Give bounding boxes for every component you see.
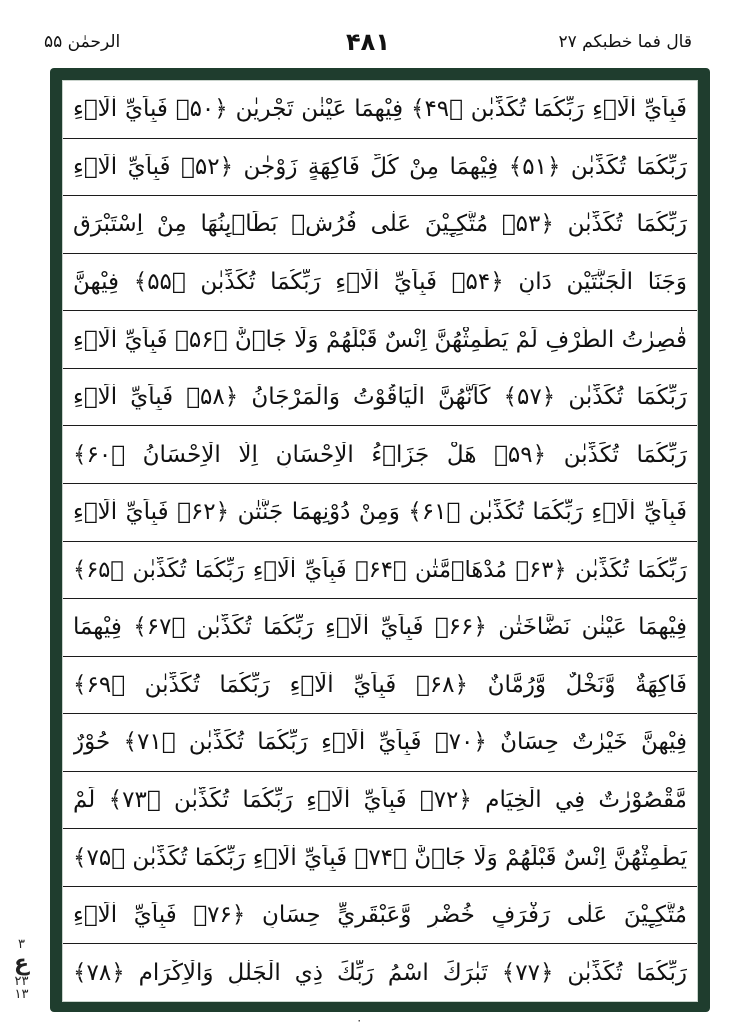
juz-title: قال فما خطبکم ۲۷ xyxy=(558,32,692,52)
line-text: فَبِاَيِّ اٰلَاۤءِ رَبِّكُمَا تُكَذِّبٰنِ ﴿۶۱﴾ وَمِنْ دُوْنِهِمَا جَنَّتٰنِ ﴿۶۲﴾ فَبِاَيِّ اٰلَاۤءِ xyxy=(73,499,687,526)
line-text: فَاكِهَةٌ وَّنَخْلٌ وَّرُمَّانٌ ﴿۶۸﴾ فَبِاَيِّ اٰلَاۤءِ رَبِّكُمَا تُكَذِّبٰنِ ﴿۶۹﴾ xyxy=(73,671,687,698)
line-text: فَبِاَيِّ اٰلَاۤءِ رَبِّكُمَا تُكَذِّبٰنِ ﴿۴۹﴾ فِيْهِمَا عَيْنٰنِ تَجْرِيٰنِ ﴿۵۰﴾ فَبِاَيِّ اٰلَاۤءِ xyxy=(73,96,687,123)
line-text: رَبِّكُمَا تُكَذِّبٰنِ ﴿۶۳﴾ مُدْهَاۤمَّتٰنِ ﴿۶۴﴾ فَبِاَيِّ اٰلَاۤءِ رَبِّكُمَا تُكَذِّبٰنِ ﴿۶۵﴾ xyxy=(73,556,687,583)
text-line xyxy=(63,657,697,715)
ruku-margin-note xyxy=(14,938,29,1002)
line-text: فِيْهِنَّ خَيْرٰتٌ حِسَانٌ ﴿۷۰﴾ فَبِاَيِّ اٰلَاۤءِ رَبِّكُمَا تُكَذِّبٰنِ ﴿۷۱﴾ حُوْرٌ xyxy=(73,729,687,756)
line-text: رَبِّكُمَا تُكَذِّبٰنِ ﴿۵۱﴾ فِيْهِمَا مِنْ كُلِّ فَاكِهَةٍ زَوْجٰنِ ﴿۵۲﴾ فَبِاَيِّ اٰلَاۤءِ xyxy=(73,153,687,180)
line-text: فِيْهِمَا عَيْنٰنِ نَضَّاخَتٰنِ ﴿۶۶﴾ فَبِاَيِّ اٰلَاۤءِ رَبِّكُمَا تُكَذِّبٰنِ ﴿۶۷﴾ فِيْهِمَا xyxy=(73,614,687,641)
page-header xyxy=(40,28,696,68)
page-frame xyxy=(50,68,710,1012)
text-line xyxy=(63,944,697,1001)
margin-top: ۳ xyxy=(18,937,25,952)
line-text: رَبِّكُمَا تُكَذِّبٰنِ ﴿۵۳﴾ مُتَّكِـِٕيْنَ عَلٰى فُرُشٍۭ بَطَاۤىِٕنُهَا مِنْ اِسْتَبْرَقٍ xyxy=(73,211,687,238)
line-text: وَجَنَا الْجَنَّتَيْنِ دَانٍ ﴿۵۴﴾ فَبِاَيِّ اٰلَاۤءِ رَبِّكُمَا تُكَذِّبٰنِ ﴿۵۵﴾ فِيْهِنَّ xyxy=(73,268,687,295)
line-text: قٰصِرٰتُ الطَّرْفِ لَمْ يَطْمِثْهُنَّ اِنْسٌ قَبْلَهُمْ وَلَا جَاۤنٌّ ﴿۵۶﴾ فَبِاَيِّ اٰلَاۤءِ xyxy=(73,326,687,353)
line-text: مُتَّكِـِٕيْنَ عَلٰى رَفْرَفٍ خُضْرٍ وَّعَبْقَرِيٍّ حِسَانٍ ﴿۷۶﴾ فَبِاَيِّ اٰلَاۤءِ xyxy=(73,902,687,929)
text-line xyxy=(63,426,697,484)
line-text: يَطْمِثْهُنَّ اِنْسٌ قَبْلَهُمْ وَلَا جَاۤنٌّ ﴿۷۴﴾ فَبِاَيِّ اٰلَاۤءِ رَبِّكُمَا تُكَذِّبٰنِ ﴿۷۵﴾ xyxy=(73,844,687,871)
line-text: رَبِّكُمَا تُكَذِّبٰنِ ﴿۵۷﴾ كَاَنَّهُنَّ الْيَاقُوْتُ وَالْمَرْجَانُ ﴿۵۸﴾ فَبِاَيِّ اٰلَاۤءِ xyxy=(73,384,687,411)
text-line xyxy=(63,772,697,830)
page-number: ۴۸۱ xyxy=(346,28,390,56)
ruku-mark: ع xyxy=(14,950,30,976)
text-line xyxy=(63,829,697,887)
margin-bottom: ۱۳ xyxy=(14,987,29,1003)
footer-mark: ٠ xyxy=(356,1013,363,1027)
line-text: رَبِّكُمَا تُكَذِّبٰنِ ﴿۷۷﴾ تَبٰرَكَ اسْمُ رَبِّكَ ذِي الْجَلٰلِ وَالْاِكْرَامِ ﴿۷۸﴾ xyxy=(73,959,687,986)
text-line xyxy=(63,369,697,427)
text-line xyxy=(63,196,697,254)
text-line xyxy=(63,484,697,542)
text-line xyxy=(63,311,697,369)
line-text: مَّقْصُوْرٰتٌ فِي الْخِيَامِ ﴿۷۲﴾ فَبِاَيِّ اٰلَاۤءِ رَبِّكُمَا تُكَذِّبٰنِ ﴿۷۳﴾ لَمْ xyxy=(73,787,687,814)
text-line xyxy=(63,139,697,197)
line-text: رَبِّكُمَا تُكَذِّبٰنِ ﴿۵۹﴾ هَلْ جَزَاۤءُ الْاِحْسَانِ اِلَّا الْاِحْسَانُ ﴿۶۰﴾ xyxy=(73,441,687,468)
text-line xyxy=(63,599,697,657)
text-line xyxy=(63,254,697,312)
text-line xyxy=(63,887,697,945)
margin-mid: ۲۳ xyxy=(14,973,29,989)
text-line xyxy=(63,81,697,139)
text-line xyxy=(63,542,697,600)
text-area xyxy=(62,80,698,1002)
surah-title: الرحمٰن ۵۵ xyxy=(44,32,121,52)
text-line xyxy=(63,714,697,772)
